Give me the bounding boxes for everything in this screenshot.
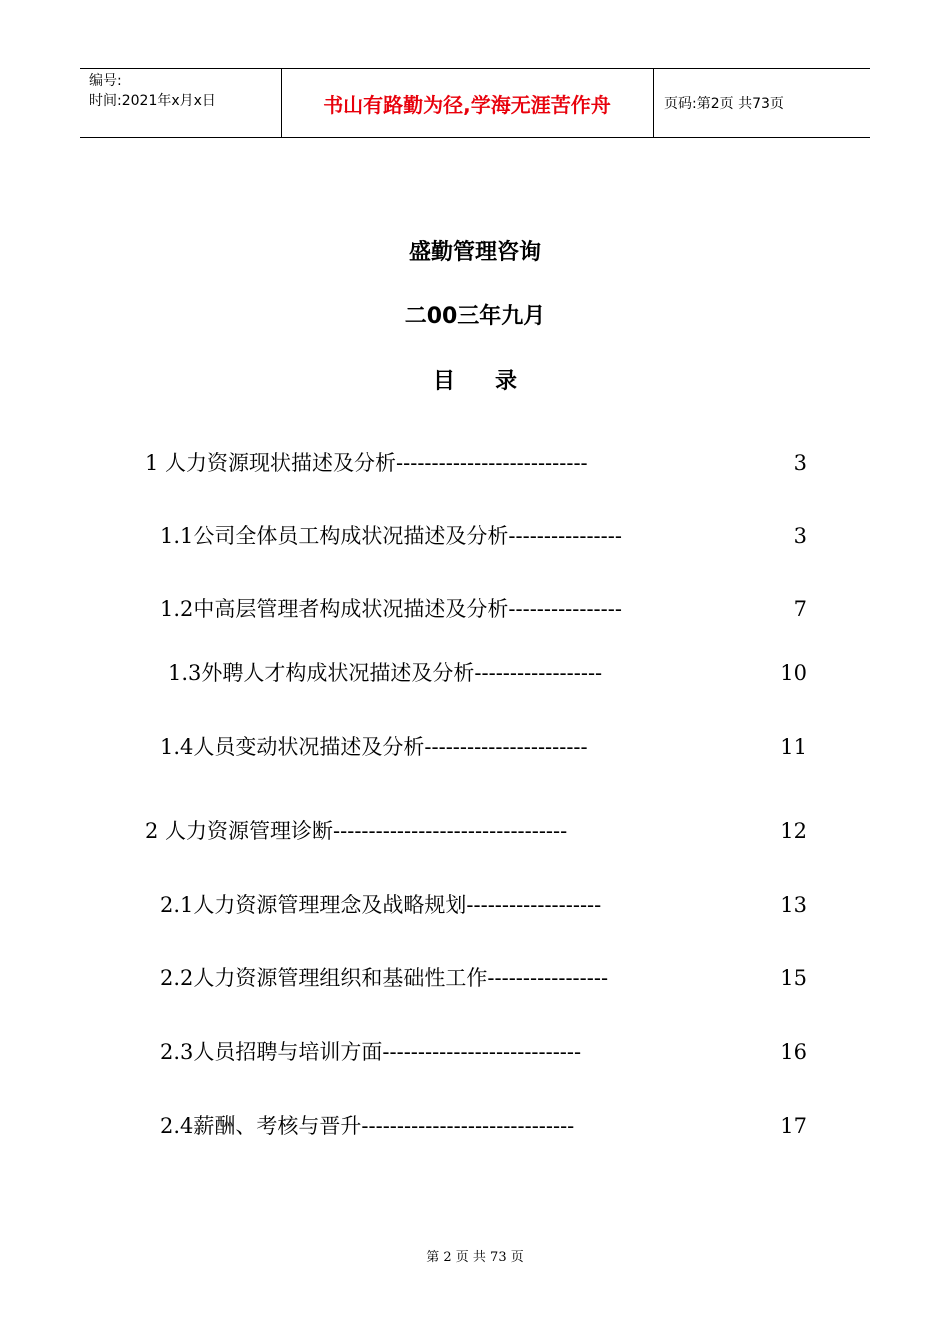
toc-entry[interactable]	[145, 450, 807, 476]
toc-entry-text: 1.4人员变动状况描述及分析	[160, 735, 425, 759]
header-right-cell	[654, 69, 870, 137]
toc-entry-leader: ---------------------------------	[333, 819, 568, 843]
toc-entry-leader: -----------------	[487, 966, 609, 990]
number-label: 编号:	[89, 73, 122, 89]
toc-entry-text: 2.1人力资源管理理念及战略规划	[160, 893, 467, 917]
date-label: 时间:2021年x月x日	[89, 93, 216, 109]
toc-heading: 目录	[432, 369, 557, 394]
toc-entry-text: 2.2人力资源管理组织和基础性工作	[160, 966, 488, 990]
toc-entry-text: 1.3外聘人才构成状况描述及分析	[168, 661, 475, 685]
toc-entry-page: 15	[780, 966, 807, 990]
toc-entry-page: 7	[793, 597, 807, 621]
header-middle-cell	[281, 69, 654, 137]
date-title: 二00三年九月	[404, 304, 546, 329]
toc-entry-leader: ---------------------------	[396, 451, 588, 475]
toc-entry-leader: ----------------	[508, 597, 622, 621]
toc-entry-page: 3	[793, 524, 807, 548]
toc-entry-text: 2.4薪酬、考核与晋升	[160, 1114, 362, 1138]
toc-entry-page: 11	[780, 735, 807, 759]
toc-entry-text: 1 人力资源现状描述及分析	[145, 451, 397, 475]
toc-entry-page: 10	[780, 661, 807, 685]
toc-entry[interactable]	[160, 892, 807, 918]
company-title: 盛勤管理咨询	[408, 240, 541, 265]
toc-entry[interactable]	[160, 1039, 807, 1065]
page-header	[80, 68, 870, 138]
toc-entry[interactable]	[160, 596, 807, 622]
header-left-cell	[80, 69, 282, 137]
toc-entry-text: 1.2中高层管理者构成状况描述及分析	[160, 597, 509, 621]
toc-entry-page: 3	[793, 451, 807, 475]
toc-entry[interactable]	[145, 818, 807, 844]
toc-entry[interactable]	[160, 734, 807, 760]
toc-entry[interactable]	[160, 965, 807, 991]
toc-entry-leader: ----------------------------	[382, 1040, 582, 1064]
toc-entry-leader: -----------------------	[424, 735, 588, 759]
toc-entry-page: 16	[780, 1040, 807, 1064]
toc-entry-leader: ----------------	[508, 524, 622, 548]
motto-text: 书山有路勤为径,学海无涯苦作舟	[323, 93, 611, 117]
toc-entry-page: 12	[780, 819, 807, 843]
toc-entry-leader: -------------------	[466, 893, 602, 917]
toc-entry-page: 13	[780, 893, 807, 917]
page-footer: 第 2 页 共 73 页	[426, 1250, 524, 1265]
toc-entry[interactable]	[168, 660, 807, 686]
toc-entry-text: 1.1公司全体员工构成状况描述及分析	[160, 524, 509, 548]
toc-entry-text: 2.3人员招聘与培训方面	[160, 1040, 383, 1064]
toc-entry-text: 2 人力资源管理诊断	[145, 819, 334, 843]
toc-entry[interactable]	[160, 1113, 807, 1139]
header-page-info: 页码:第2页 共73页	[664, 96, 784, 112]
toc-entry[interactable]	[160, 523, 807, 549]
toc-entry-page: 17	[780, 1114, 807, 1138]
toc-entry-leader: ------------------	[474, 661, 603, 685]
toc-entry-leader: ------------------------------	[361, 1114, 575, 1138]
